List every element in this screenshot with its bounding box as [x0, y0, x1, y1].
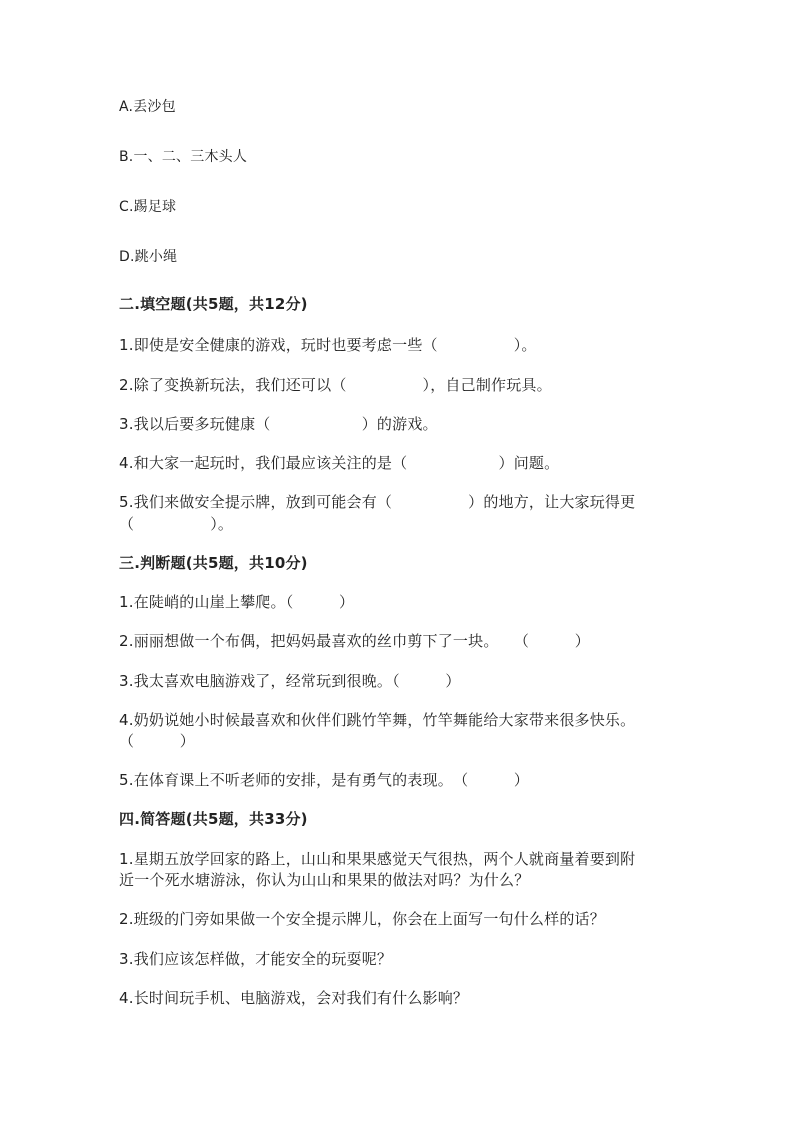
- option-a: A.丢沙包: [119, 99, 176, 115]
- fill-blank-question-2: 2.除了变换新玩法，我们还可以（ ），自己制作玩具。: [119, 376, 552, 394]
- option-c: C.踢足球: [119, 199, 177, 215]
- section-heading-fill-blank: 二.填空题(共5题，共12分): [119, 295, 308, 313]
- judge-question-5: 5.在体育课上不听老师的安排，是有勇气的表现。 （ ）: [119, 771, 530, 789]
- section-heading-judge: 三.判断题(共5题，共10分): [119, 554, 308, 572]
- short-answer-question-4: 4.长时间玩手机、电脑游戏，会对我们有什么影响？: [119, 989, 469, 1007]
- judge-question-4-line-1: 4.奶奶说她小时候最喜欢和伙伴们跳竹竿舞，竹竿舞能给大家带来很多快乐。: [119, 711, 636, 729]
- fill-blank-question-1: 1.即使是安全健康的游戏，玩时也要考虑一些（ ）。: [119, 336, 537, 354]
- option-b: B.一、二、三木头人: [119, 149, 248, 165]
- judge-question-4-line-2: （ ）: [119, 732, 196, 750]
- judge-question-2: 2.丽丽想做一个布偶，把妈妈最喜欢的丝巾剪下了一块。 （ ）: [119, 632, 590, 650]
- fill-blank-question-5-line-1: 5.我们来做安全提示牌，放到可能会有（ ）的地方，让大家玩得更: [119, 493, 636, 511]
- option-d: D.跳小绳: [119, 249, 178, 265]
- judge-question-3: 3.我太喜欢电脑游戏了，经常玩到很晚。（ ）: [119, 672, 461, 690]
- judge-question-1: 1.在陡峭的山崖上攀爬。（ ）: [119, 593, 355, 611]
- section-heading-short-answer: 四.简答题(共5题，共33分): [119, 810, 308, 828]
- short-answer-question-1-line-1: 1.星期五放学回家的路上，山山和果果感觉天气很热，两个人就商量着要到附: [119, 850, 636, 868]
- fill-blank-question-5-line-2: （ ）。: [119, 515, 234, 533]
- short-answer-question-3: 3.我们应该怎样做，才能安全的玩耍呢？: [119, 950, 393, 968]
- fill-blank-question-3: 3.我以后要多玩健康（ ）的游戏。: [119, 415, 438, 433]
- fill-blank-question-4: 4.和大家一起玩时，我们最应该关注的是（ ）问题。: [119, 454, 560, 472]
- short-answer-question-2: 2.班级的门旁如果做一个安全提示牌儿，你会在上面写一句什么样的话？: [119, 910, 605, 928]
- short-answer-question-1-line-2: 近一个死水塘游泳，你认为山山和果果的做法对吗？为什么？: [119, 871, 530, 889]
